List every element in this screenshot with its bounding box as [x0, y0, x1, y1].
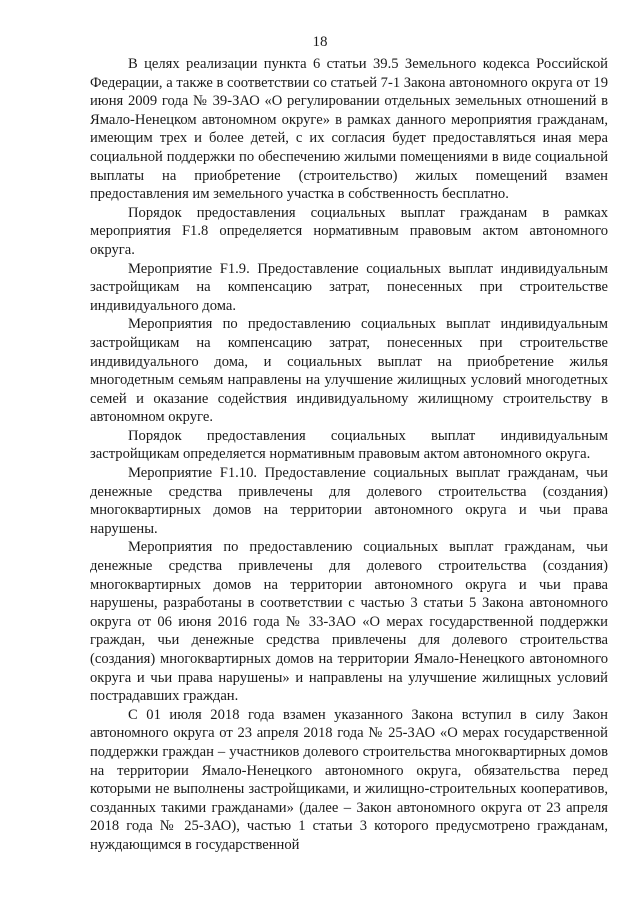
- paragraph: Мероприятие F1.9. Предоставление социальных выплат индивидуальным застройщикам на компенсацию затрат, понесенных при строительстве индивидуального дома.: [90, 260, 608, 314]
- paragraph: Порядок предоставления социальных выплат индивидуальным застройщикам определяется нормативным правовым актом автономного округа.: [90, 427, 608, 463]
- paragraph: В целях реализации пункта 6 статьи 39.5 Земельного кодекса Российской Федерации, а также в соответствии со статьей 7-1 Закона автономного округа от 19 июня 2009 года № 39-ЗАО «О регулировании отдельных земельных отношений в Ямало-Ненецком автономном округе» в рамках данного мероприятия гражданам, имеющим трех и более детей, с их согласия будет предоставляться иная мера социальной поддержки по обеспечению жилыми помещениями в виде социальной выплаты на приобретение (строительство) жилых помещений взамен предоставления им земельного участка в собственность бесплатно.: [90, 56, 608, 203]
- paragraph: Порядок предоставления социальных выплат гражданам в рамках мероприятия F1.8 определяется нормативным правовым актом автономного округа.: [90, 204, 608, 258]
- paragraph: Мероприятия по предоставлению социальных выплат гражданам, чьи денежные средства привлечены для долевого строительства (создания) многоквартирных домов на территории автономного округа и чьи права нарушены, разработаны в соответствии с частью 3 статьи 5 Закона автономного округа от 06 июня 2016 года № 33-ЗАО «О мерах государственной поддержки граждан, чьи денежные средства привлечены для долевого строительства (создания) многоквартирных домов на территории Ямало-Ненецкого автономного округа и чьи права нарушены» и направлены на улучшение жилищных условий пострадавших граждан.: [90, 539, 608, 705]
- document-body: [90, 55, 608, 855]
- page-number: 18: [312, 34, 328, 50]
- paragraph: С 01 июля 2018 года взамен указанного Закона вступил в силу Закон автономного округа от 23 апреля 2018 года № 25-ЗАО «О мерах государственной поддержки граждан – участников долевого строительства многоквартирных домов на территории Ямало-Ненецкого автономного округа, обязательства перед которыми не выполнены застройщиками, и жилищно-строительных кооперативов, созданных такими гражданами» (далее – Закон автономного округа от 23 апреля 2018 года № 25-ЗАО), частью 1 статьи 3 которого предусмотрено гражданам, нуждающимся в государственной: [90, 706, 608, 853]
- paragraph: Мероприятия по предоставлению социальных выплат индивидуальным застройщикам на компенсацию затрат, понесенных при строительстве индивидуального дома, и социальных выплат на приобретение жилья многодетным семьям направлены на улучшение жилищных условий многодетных семей и оказание содействия индивидуальному жилищному строительству в автономном округе.: [90, 316, 608, 426]
- paragraph: Мероприятие F1.10. Предоставление социальных выплат гражданам, чьи денежные средства привлечены для долевого строительства (создания) многоквартирных домов на территории автономного округа и чьи права нарушены.: [90, 465, 608, 537]
